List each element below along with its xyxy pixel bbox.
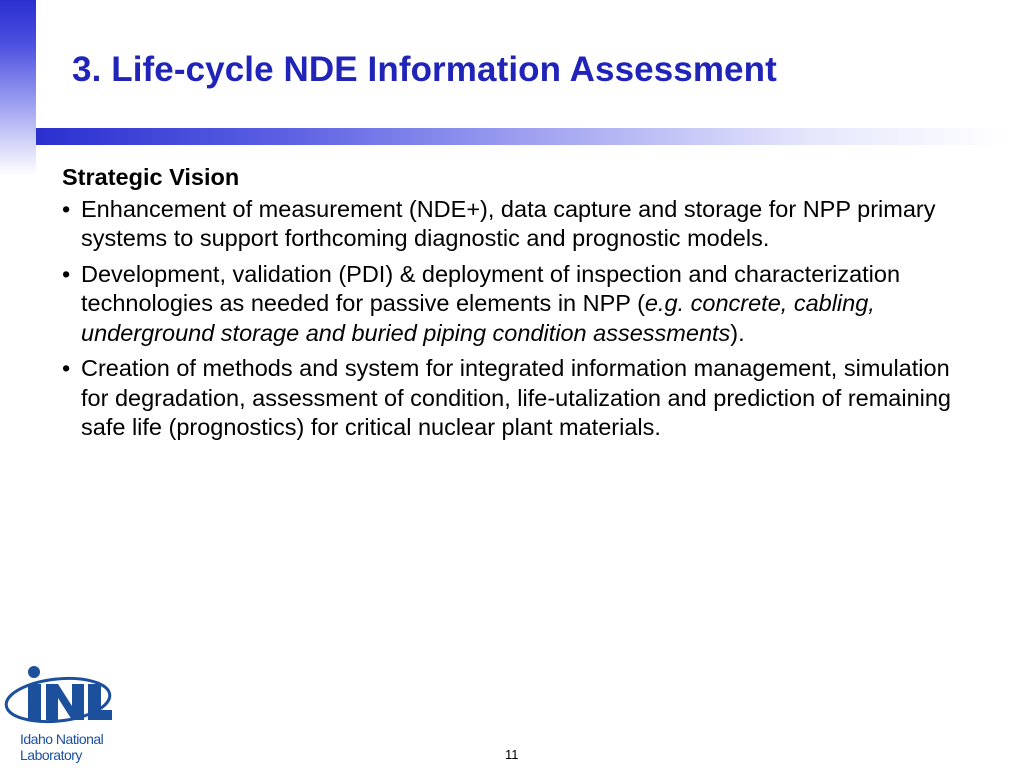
bullet-item — [62, 354, 962, 443]
bullet-text: Development, validation (PDI) & deployment of inspection and characterization technologies as needed for passive elements in NPP ( — [81, 260, 901, 316]
inl-logo-graphic — [4, 662, 116, 732]
title-underline-bar — [36, 128, 1008, 145]
slide-body — [62, 163, 962, 449]
bullet-text: Enhancement of measurement (NDE+), data capture and storage for NPP primary systems to support forthcoming diagnostic and prognostic models. — [81, 195, 936, 251]
section-heading: Strategic Vision — [62, 164, 240, 190]
logo-caption — [20, 731, 103, 763]
bullet-item — [62, 260, 962, 349]
page-number: 11 — [505, 747, 519, 762]
logo-line-2: Laboratory — [20, 747, 82, 763]
bullet-text-end: ). — [730, 319, 745, 346]
side-accent-bar — [0, 0, 36, 175]
bullet-text: Creation of methods and system for integrated information management, simulation for degradation, assessment of condition, life-utalization and prediction of remaining safe life (prognostics) for critical nuclear plant materials. — [81, 355, 952, 440]
bullet-glyph: • — [62, 260, 71, 287]
bullet-item — [62, 195, 962, 254]
bullet-glyph: • — [62, 355, 71, 381]
bullet-text-italic: e.g. concrete, cabling, underground storage and buried piping condition assessments — [81, 290, 875, 346]
bullet-list — [62, 195, 962, 443]
logo-line-1: Idaho National — [20, 731, 104, 747]
slide-title: 3. Life-cycle NDE Information Assessment — [72, 50, 777, 89]
bullet-glyph: • — [62, 195, 71, 222]
